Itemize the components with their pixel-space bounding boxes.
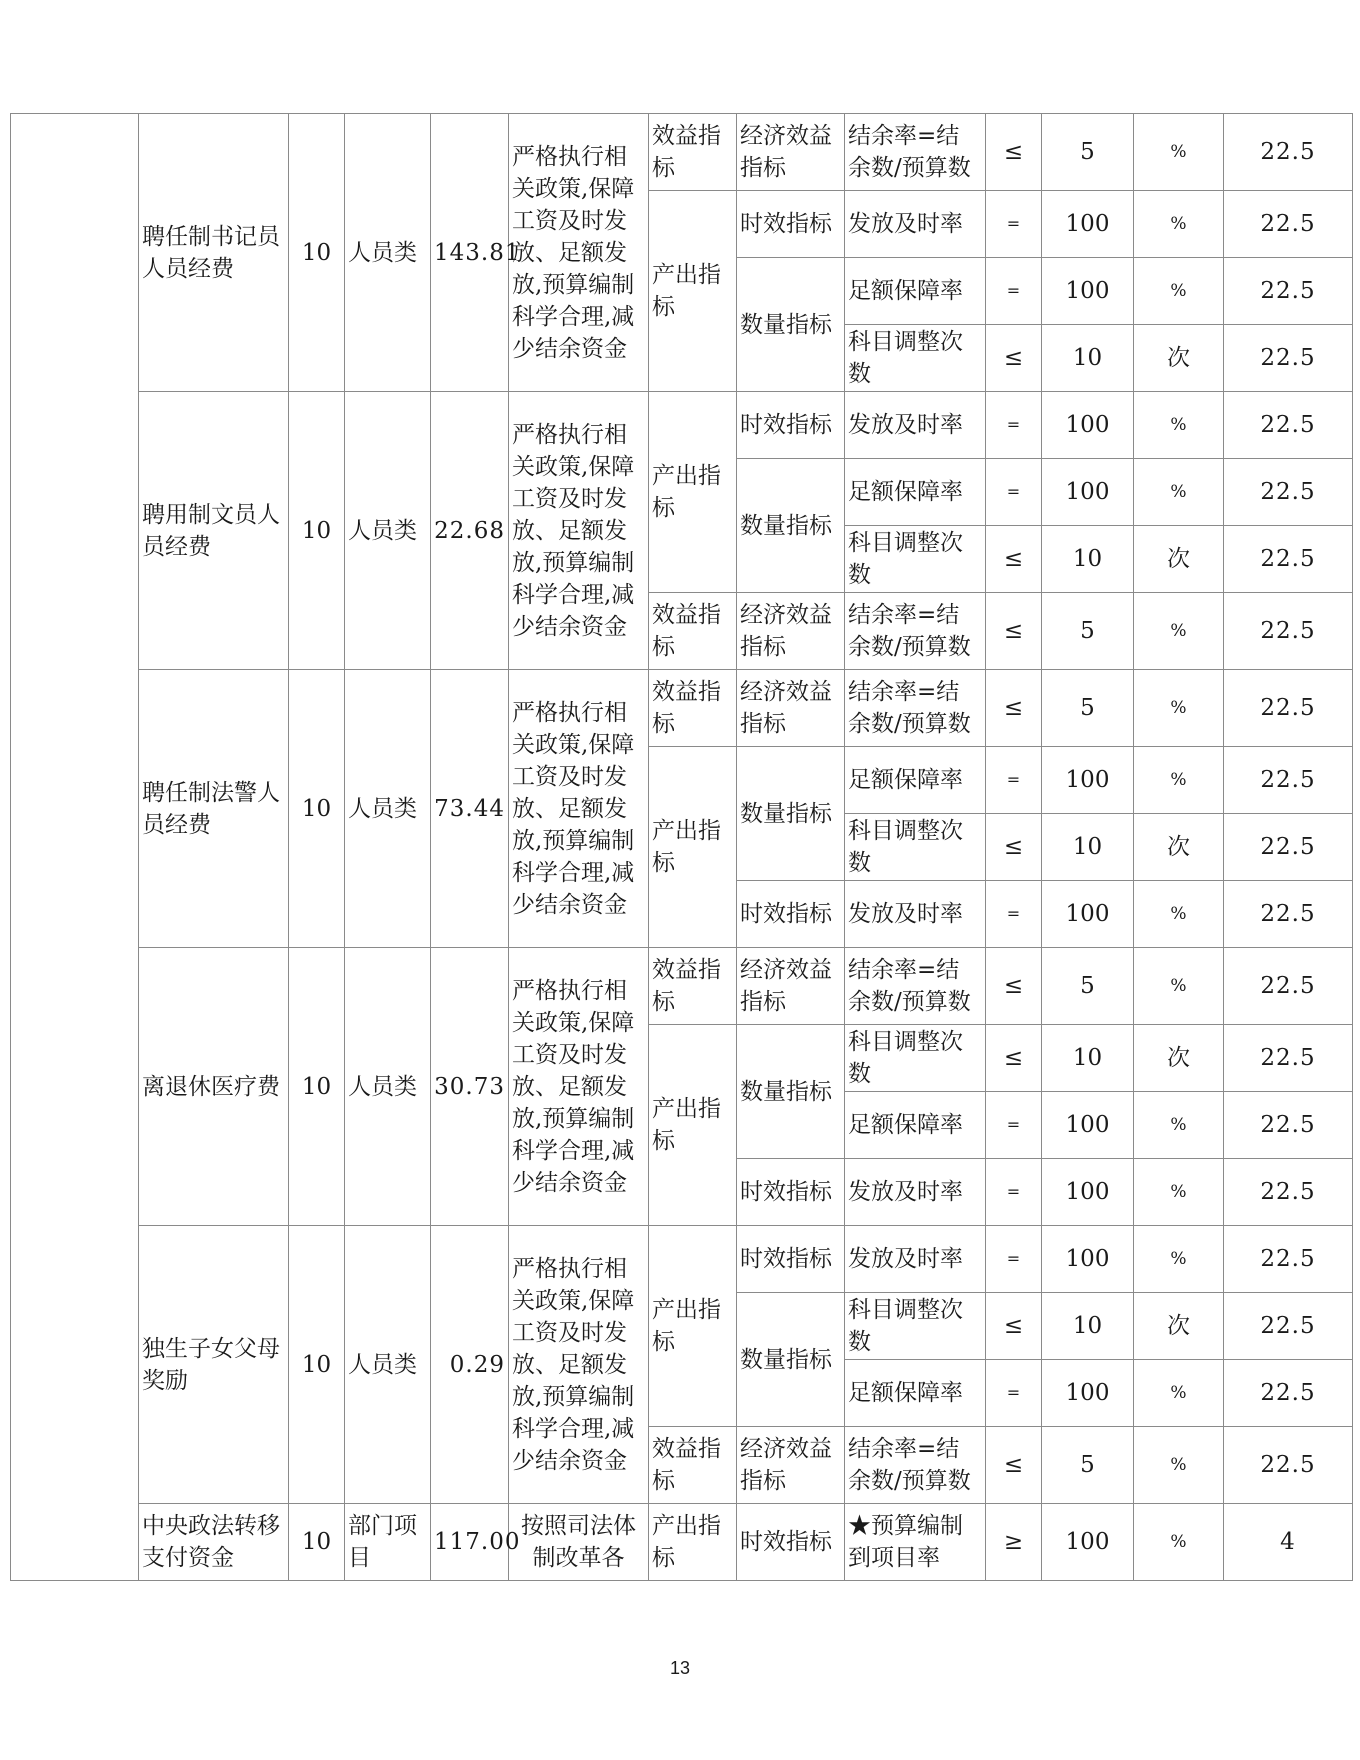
indicator-level2: 经济效益指标	[737, 114, 845, 191]
indicator-level3: 发放及时率	[845, 881, 986, 948]
indicator-level1: 产出指标	[649, 1226, 737, 1427]
project-category: 部门项目	[345, 1504, 431, 1581]
indicator-level2: 时效指标	[737, 1226, 845, 1293]
indicator-value: 5	[1042, 670, 1134, 747]
indicator-level2: 数量指标	[737, 1293, 845, 1427]
indicator-score: 22.5	[1224, 1226, 1353, 1293]
project-amount: 117.00	[431, 1504, 509, 1581]
indicator-operator: =	[986, 258, 1042, 325]
indicator-level2: 数量指标	[737, 459, 845, 593]
indicator-level1: 效益指标	[649, 1427, 737, 1504]
indicator-operator: =	[986, 392, 1042, 459]
indicator-value: 100	[1042, 191, 1134, 258]
indicator-score: 22.5	[1224, 1427, 1353, 1504]
indicator-value: 10	[1042, 325, 1134, 392]
page-number: 13	[669, 1658, 691, 1678]
indicator-value: 100	[1042, 1360, 1134, 1427]
indicator-operator: ≤	[986, 114, 1042, 191]
indicator-unit: 次	[1134, 325, 1224, 392]
project-weight: 10	[289, 1226, 345, 1504]
indicator-unit: %	[1134, 1427, 1224, 1504]
project-goal: 严格执行相关政策,保障工资及时发放、足额发放,预算编制科学合理,减少结余资金	[509, 392, 649, 670]
indicator-score: 22.5	[1224, 526, 1353, 593]
indicator-level3: 科目调整次数	[845, 526, 986, 593]
indicator-score: 22.5	[1224, 1293, 1353, 1360]
indicator-level3: 足额保障率	[845, 258, 986, 325]
indicator-unit: %	[1134, 258, 1224, 325]
indicator-level2: 时效指标	[737, 392, 845, 459]
indicator-level3: 发放及时率	[845, 1226, 986, 1293]
indicator-unit: 次	[1134, 1025, 1224, 1092]
project-weight: 10	[289, 1504, 345, 1581]
project-weight: 10	[289, 114, 345, 392]
indicator-value: 100	[1042, 881, 1134, 948]
indicator-unit: %	[1134, 392, 1224, 459]
indicator-value: 10	[1042, 526, 1134, 593]
indicator-level1: 产出指标	[649, 191, 737, 392]
indicator-unit: %	[1134, 670, 1224, 747]
indicator-score: 22.5	[1224, 1025, 1353, 1092]
indicator-value: 5	[1042, 948, 1134, 1025]
indicator-value: 100	[1042, 459, 1134, 526]
project-weight: 10	[289, 392, 345, 670]
indicator-level2: 经济效益指标	[737, 593, 845, 670]
indicator-value: 5	[1042, 114, 1134, 191]
indicator-operator: =	[986, 1159, 1042, 1226]
performance-table	[10, 113, 1353, 1581]
table-row	[11, 1504, 1353, 1581]
indicator-level3: 足额保障率	[845, 1360, 986, 1427]
project-name: 离退休医疗费	[139, 948, 289, 1226]
indicator-value: 10	[1042, 1025, 1134, 1092]
indicator-unit: %	[1134, 191, 1224, 258]
indicator-level3: 发放及时率	[845, 191, 986, 258]
indicator-level2: 经济效益指标	[737, 1427, 845, 1504]
indicator-level2: 经济效益指标	[737, 670, 845, 747]
indicator-operator: ≥	[986, 1504, 1042, 1581]
indicator-level3: 足额保障率	[845, 459, 986, 526]
indicator-score: 22.5	[1224, 593, 1353, 670]
indicator-unit: %	[1134, 948, 1224, 1025]
project-amount: 30.73	[431, 948, 509, 1226]
project-name: 独生子女父母奖励	[139, 1226, 289, 1504]
project-amount: 0.29	[431, 1226, 509, 1504]
indicator-score: 22.5	[1224, 392, 1353, 459]
indicator-score: 22.5	[1224, 191, 1353, 258]
indicator-operator: ≤	[986, 1025, 1042, 1092]
indicator-level3: 发放及时率	[845, 1159, 986, 1226]
indicator-score: 22.5	[1224, 1159, 1353, 1226]
indicator-score: 22.5	[1224, 814, 1353, 881]
project-goal: 严格执行相关政策,保障工资及时发放、足额发放,预算编制科学合理,减少结余资金	[509, 114, 649, 392]
indicator-level3: 科目调整次数	[845, 1293, 986, 1360]
indicator-unit: %	[1134, 114, 1224, 191]
indicator-score: 22.5	[1224, 459, 1353, 526]
indicator-value: 100	[1042, 392, 1134, 459]
indicator-value: 100	[1042, 1504, 1134, 1581]
blank-category-cell	[11, 114, 139, 1581]
project-category: 人员类	[345, 392, 431, 670]
indicator-value: 5	[1042, 593, 1134, 670]
indicator-level3: 科目调整次数	[845, 1025, 986, 1092]
indicator-unit: %	[1134, 1159, 1224, 1226]
indicator-value: 100	[1042, 747, 1134, 814]
indicator-value: 10	[1042, 1293, 1134, 1360]
indicator-level3: 足额保障率	[845, 1092, 986, 1159]
indicator-level3: 足额保障率	[845, 747, 986, 814]
project-goal: 严格执行相关政策,保障工资及时发放、足额发放,预算编制科学合理,减少结余资金	[509, 948, 649, 1226]
indicator-level3: 结余率=结余数/预算数	[845, 948, 986, 1025]
project-name: 聘任制法警人员经费	[139, 670, 289, 948]
project-goal: 按照司法体制改革各	[509, 1504, 649, 1581]
indicator-level3: 结余率=结余数/预算数	[845, 593, 986, 670]
indicator-value: 100	[1042, 1159, 1134, 1226]
table-row	[11, 948, 1353, 1025]
indicator-level2: 经济效益指标	[737, 948, 845, 1025]
indicator-level1: 产出指标	[649, 1504, 737, 1581]
project-weight: 10	[289, 948, 345, 1226]
indicator-operator: ≤	[986, 526, 1042, 593]
indicator-level2: 数量指标	[737, 747, 845, 881]
indicator-operator: ≤	[986, 948, 1042, 1025]
indicator-level2: 时效指标	[737, 1504, 845, 1581]
indicator-unit: 次	[1134, 526, 1224, 593]
indicator-operator: =	[986, 881, 1042, 948]
project-category: 人员类	[345, 114, 431, 392]
indicator-unit: %	[1134, 459, 1224, 526]
indicator-operator: ≤	[986, 814, 1042, 881]
indicator-operator: ≤	[986, 670, 1042, 747]
table-row	[11, 392, 1353, 459]
indicator-operator: ≤	[986, 1427, 1042, 1504]
project-amount: 73.44	[431, 670, 509, 948]
indicator-score: 22.5	[1224, 325, 1353, 392]
indicator-score: 22.5	[1224, 114, 1353, 191]
indicator-unit: %	[1134, 1360, 1224, 1427]
indicator-level2: 时效指标	[737, 191, 845, 258]
indicator-level1: 效益指标	[649, 670, 737, 747]
table-row	[11, 670, 1353, 747]
indicator-level1: 产出指标	[649, 392, 737, 593]
indicator-level3: ★预算编制到项目率	[845, 1504, 986, 1581]
project-goal: 严格执行相关政策,保障工资及时发放、足额发放,预算编制科学合理,减少结余资金	[509, 670, 649, 948]
indicator-operator: =	[986, 191, 1042, 258]
indicator-level2: 数量指标	[737, 1025, 845, 1159]
project-weight: 10	[289, 670, 345, 948]
indicator-level3: 科目调整次数	[845, 814, 986, 881]
indicator-operator: =	[986, 459, 1042, 526]
indicator-operator: =	[986, 1360, 1042, 1427]
indicator-level1: 效益指标	[649, 114, 737, 191]
project-category: 人员类	[345, 948, 431, 1226]
indicator-operator: ≤	[986, 1293, 1042, 1360]
indicator-operator: ≤	[986, 593, 1042, 670]
indicator-level2: 数量指标	[737, 258, 845, 392]
indicator-score: 22.5	[1224, 1092, 1353, 1159]
indicator-score: 22.5	[1224, 747, 1353, 814]
project-category: 人员类	[345, 670, 431, 948]
indicator-unit: 次	[1134, 814, 1224, 881]
indicator-unit: %	[1134, 1092, 1224, 1159]
indicator-unit: %	[1134, 1504, 1224, 1581]
indicator-level2: 时效指标	[737, 881, 845, 948]
indicator-operator: =	[986, 1092, 1042, 1159]
indicator-level1: 效益指标	[649, 948, 737, 1025]
indicator-score: 4	[1224, 1504, 1353, 1581]
indicator-score: 22.5	[1224, 1360, 1353, 1427]
indicator-unit: %	[1134, 593, 1224, 670]
indicator-value: 10	[1042, 814, 1134, 881]
project-goal: 严格执行相关政策,保障工资及时发放、足额发放,预算编制科学合理,减少结余资金	[509, 1226, 649, 1504]
project-name: 聘用制文员人员经费	[139, 392, 289, 670]
project-name: 中央政法转移支付资金	[139, 1504, 289, 1581]
indicator-value: 100	[1042, 258, 1134, 325]
indicator-operator: =	[986, 747, 1042, 814]
indicator-value: 100	[1042, 1092, 1134, 1159]
indicator-unit: %	[1134, 1226, 1224, 1293]
indicator-unit: %	[1134, 747, 1224, 814]
project-name: 聘任制书记员人员经费	[139, 114, 289, 392]
indicator-operator: ≤	[986, 325, 1042, 392]
table-row	[11, 1226, 1353, 1293]
project-category: 人员类	[345, 1226, 431, 1504]
indicator-score: 22.5	[1224, 670, 1353, 747]
indicator-level3: 发放及时率	[845, 392, 986, 459]
project-amount: 143.81	[431, 114, 509, 392]
indicator-score: 22.5	[1224, 258, 1353, 325]
indicator-level3: 科目调整次数	[845, 325, 986, 392]
indicator-score: 22.5	[1224, 881, 1353, 948]
project-amount: 22.68	[431, 392, 509, 670]
indicator-value: 100	[1042, 1226, 1134, 1293]
indicator-level3: 结余率=结余数/预算数	[845, 1427, 986, 1504]
indicator-level3: 结余率=结余数/预算数	[845, 670, 986, 747]
indicator-level1: 效益指标	[649, 593, 737, 670]
indicator-unit: 次	[1134, 1293, 1224, 1360]
indicator-operator: =	[986, 1226, 1042, 1293]
indicator-level2: 时效指标	[737, 1159, 845, 1226]
indicator-level1: 产出指标	[649, 1025, 737, 1226]
indicator-score: 22.5	[1224, 948, 1353, 1025]
indicator-level3: 结余率=结余数/预算数	[845, 114, 986, 191]
indicator-level1: 产出指标	[649, 747, 737, 948]
table-row	[11, 114, 1353, 191]
indicator-unit: %	[1134, 881, 1224, 948]
indicator-value: 5	[1042, 1427, 1134, 1504]
